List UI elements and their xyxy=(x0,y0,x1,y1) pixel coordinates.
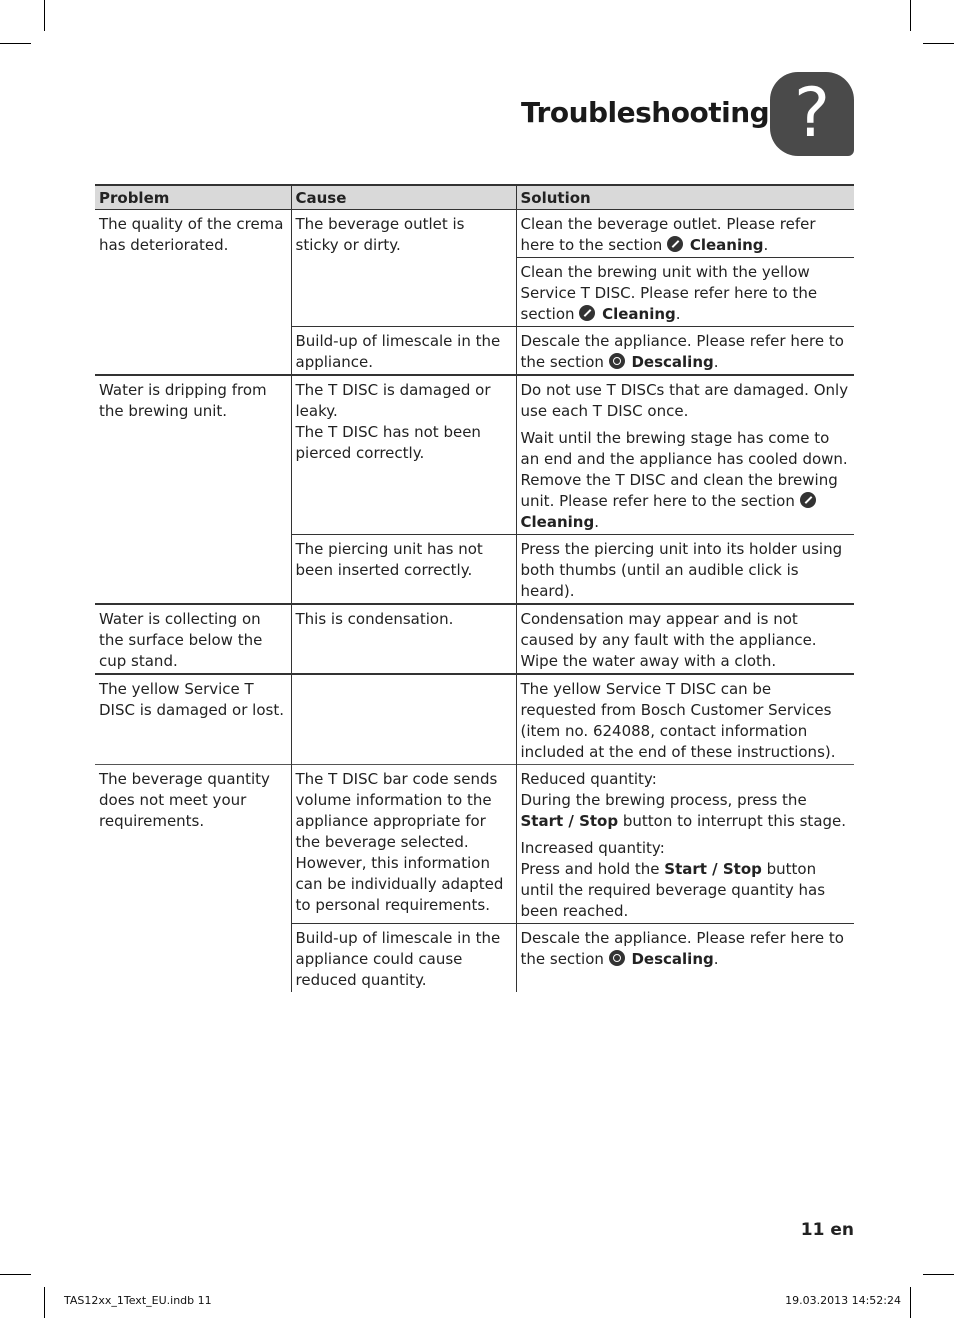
solution-text-part: During the brewing process, press the xyxy=(520,791,807,809)
crop-mark xyxy=(0,1274,31,1275)
descaling-icon xyxy=(609,950,625,966)
question-mark-icon xyxy=(770,72,854,156)
solution-text xyxy=(521,790,851,832)
start-stop-label: Start / Stop xyxy=(664,860,762,878)
section-reference: Cleaning xyxy=(520,513,595,531)
solution-cell: Press the piercing unit into its holder using both thumbs (until an audible click is heard). xyxy=(516,535,854,605)
question-mark-symbol: ? xyxy=(793,74,831,153)
solution-text-part: Wait until the brewing stage has come to an end and the appliance has cooled down. Remove the T DISC and clean the brewing unit. Please refer here to the section xyxy=(520,429,848,510)
cleaning-icon xyxy=(579,305,595,321)
solution-text: Wait until the brewing stage has come to an end and the appliance has cooled down. Remove the T DISC and clean the brewing unit. Please refer here to the section Cleaning. xyxy=(520,429,848,531)
solution-cell xyxy=(516,765,854,924)
crop-mark xyxy=(44,0,45,31)
solution-cell: Clean the brewing unit with the yellow Service T DISC. Please refer here to the section Cleaning. xyxy=(516,258,854,327)
solution-text: Descale the appliance. Please refer here to the section xyxy=(520,332,844,371)
solution-cell: Descale the appliance. Please refer here to the section Descaling. xyxy=(516,924,854,993)
section-reference: Cleaning xyxy=(602,305,676,323)
solution-cell: Descale the appliance. Please refer here to the section Descaling. xyxy=(516,327,854,376)
crop-mark xyxy=(910,1287,911,1318)
cause-cell: The piercing unit has not been inserted correctly. xyxy=(291,535,516,605)
solution-text: Clean the beverage outlet. Please refer here to the section xyxy=(520,215,816,254)
crop-mark xyxy=(923,1274,954,1275)
cleaning-icon xyxy=(800,492,816,508)
page-number: 11 en xyxy=(800,1220,854,1240)
table-row xyxy=(95,674,854,765)
troubleshooting-table xyxy=(95,184,854,992)
page-title: Troubleshooting xyxy=(521,96,770,129)
cause-text: The T DISC is damaged or leaky. xyxy=(295,381,491,420)
solution-subheading: Reduced quantity: xyxy=(520,770,657,788)
cause-cell xyxy=(291,674,516,765)
solution-text: Clean the brewing unit with the yellow Service T DISC. Please refer here to the section xyxy=(520,263,818,323)
footer-file-info: TAS12xx_1Text_EU.indb 11 xyxy=(64,1294,212,1307)
crop-mark xyxy=(0,43,31,44)
section-reference: Descaling xyxy=(631,950,714,968)
table-row xyxy=(95,375,854,535)
descaling-icon xyxy=(609,353,625,369)
solution-text-part: Press and hold the xyxy=(520,860,665,878)
problem-cell: Water is collecting on the surface below the cup stand. xyxy=(95,604,291,674)
header-cause: Cause xyxy=(291,185,516,210)
table-header-row xyxy=(95,185,854,210)
solution-text xyxy=(521,859,851,922)
solution-cell: Condensation may appear and is not caused by any fault with the appliance. Wipe the water away with a cloth. xyxy=(516,604,854,674)
cause-cell: Build-up of limescale in the appliance. xyxy=(291,327,516,376)
cause-cell xyxy=(291,375,516,535)
problem-cell: The yellow Service T DISC is damaged or lost. xyxy=(95,674,291,765)
cause-cell: This is condensation. xyxy=(291,604,516,674)
solution-text-part: button to interrupt this stage. xyxy=(618,812,847,830)
cause-cell: Build-up of limescale in the appliance could cause reduced quantity. xyxy=(291,924,516,993)
solution-text-part: button until the required beverage quantity has been reached. xyxy=(520,860,826,920)
table-row xyxy=(95,210,854,258)
problem-cell: The quality of the crema has deteriorated. xyxy=(99,215,284,254)
header-solution: Solution xyxy=(516,185,854,210)
solution-text: Descale the appliance. Please refer here to the section xyxy=(520,929,844,968)
table-row xyxy=(95,765,854,924)
solution-text: Do not use T DISCs that are damaged. Only use each T DISC once. xyxy=(520,381,849,420)
crop-mark xyxy=(910,0,911,31)
crop-mark xyxy=(44,1287,45,1318)
problem-cell: Water is dripping from the brewing unit. xyxy=(95,375,291,604)
cleaning-icon xyxy=(667,236,683,252)
start-stop-label: Start / Stop xyxy=(520,812,619,830)
table-row xyxy=(95,604,854,674)
solution-cell: Clean the beverage outlet. Please refer here to the section Cleaning. xyxy=(516,210,854,258)
section-reference: Descaling xyxy=(631,353,714,371)
footer-timestamp: 19.03.2013 14:52:24 xyxy=(785,1294,901,1307)
header-problem: Problem xyxy=(95,185,291,210)
cause-cell: The beverage outlet is sticky or dirty. xyxy=(291,210,516,327)
cause-cell: The T DISC bar code sends volume information to the appliance appropriate for the beverage selected. However, this information can be individually adapted to personal requirements. xyxy=(291,765,516,924)
cause-text: The T DISC has not been pierced correctly. xyxy=(295,423,481,462)
problem-cell: The beverage quantity does not meet your requirements. xyxy=(95,765,291,993)
crop-mark xyxy=(923,43,954,44)
solution-subheading: Increased quantity: xyxy=(520,839,665,857)
solution-cell xyxy=(516,375,854,535)
solution-cell: The yellow Service T DISC can be requested from Bosch Customer Services (item no. 624088, contact information included at the end of these instructions). xyxy=(516,674,854,765)
section-reference: Cleaning xyxy=(689,236,764,254)
